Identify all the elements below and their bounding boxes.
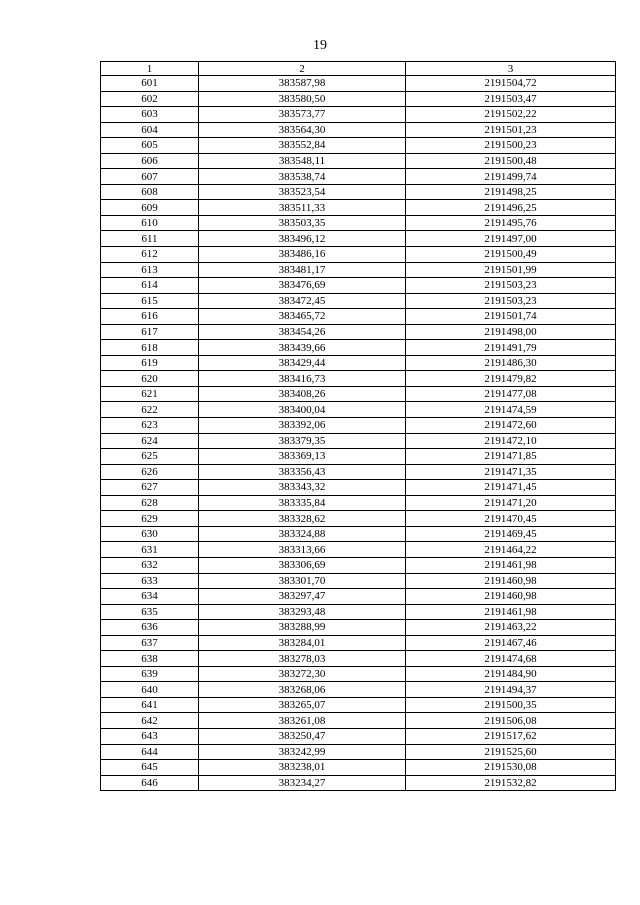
cell-y: 2191498,25: [406, 184, 616, 200]
cell-point: 624: [101, 433, 199, 449]
cell-point: 604: [101, 122, 199, 138]
table-row: [101, 169, 616, 185]
table-row: [101, 184, 616, 200]
cell-x: 383503,35: [199, 215, 406, 231]
table-row: [101, 278, 616, 294]
cell-x: 383335,84: [199, 495, 406, 511]
cell-y: 2191500,48: [406, 153, 616, 169]
table-row: [101, 215, 616, 231]
cell-x: 383454,26: [199, 324, 406, 340]
cell-y: 2191517,62: [406, 728, 616, 744]
cell-y: 2191502,22: [406, 107, 616, 123]
table-row: [101, 107, 616, 123]
cell-point: 632: [101, 557, 199, 573]
cell-y: 2191460,98: [406, 573, 616, 589]
cell-point: 645: [101, 760, 199, 776]
cell-x: 383293,48: [199, 604, 406, 620]
table-row: [101, 355, 616, 371]
cell-y: 2191469,45: [406, 526, 616, 542]
cell-x: 383324,88: [199, 526, 406, 542]
cell-x: 383429,44: [199, 355, 406, 371]
cell-x: 383301,70: [199, 573, 406, 589]
cell-point: 636: [101, 620, 199, 636]
cell-x: 383343,32: [199, 480, 406, 496]
cell-point: 631: [101, 542, 199, 558]
cell-point: 621: [101, 386, 199, 402]
cell-x: 383234,27: [199, 775, 406, 791]
cell-y: 2191501,23: [406, 122, 616, 138]
table-body: [101, 76, 616, 791]
table-row: [101, 418, 616, 434]
table-row: [101, 309, 616, 325]
cell-x: 383400,04: [199, 402, 406, 418]
cell-y: 2191491,79: [406, 340, 616, 356]
cell-x: 383268,06: [199, 682, 406, 698]
table-row: [101, 371, 616, 387]
cell-point: 622: [101, 402, 199, 418]
cell-x: 383238,01: [199, 760, 406, 776]
table-row: [101, 511, 616, 527]
table-row: [101, 635, 616, 651]
cell-point: 615: [101, 293, 199, 309]
table-row: [101, 775, 616, 791]
cell-y: 2191479,82: [406, 371, 616, 387]
cell-y: 2191474,68: [406, 651, 616, 667]
cell-x: 383408,26: [199, 386, 406, 402]
cell-y: 2191467,46: [406, 635, 616, 651]
cell-y: 2191501,99: [406, 262, 616, 278]
cell-point: 619: [101, 355, 199, 371]
cell-x: 383548,11: [199, 153, 406, 169]
table-row: [101, 744, 616, 760]
cell-x: 383284,01: [199, 635, 406, 651]
cell-x: 383465,72: [199, 309, 406, 325]
table-row: [101, 231, 616, 247]
cell-point: 630: [101, 526, 199, 542]
cell-point: 607: [101, 169, 199, 185]
cell-point: 616: [101, 309, 199, 325]
cell-x: 383272,30: [199, 666, 406, 682]
cell-y: 2191503,23: [406, 278, 616, 294]
cell-y: 2191472,10: [406, 433, 616, 449]
table-row: [101, 589, 616, 605]
table-row: [101, 728, 616, 744]
table-row: [101, 495, 616, 511]
cell-point: 614: [101, 278, 199, 294]
cell-point: 637: [101, 635, 199, 651]
cell-y: 2191530,08: [406, 760, 616, 776]
cell-point: 643: [101, 728, 199, 744]
cell-x: 383416,73: [199, 371, 406, 387]
cell-y: 2191503,23: [406, 293, 616, 309]
table-row: [101, 542, 616, 558]
cell-y: 2191503,47: [406, 91, 616, 107]
coordinates-table: [100, 61, 616, 791]
cell-x: 383439,66: [199, 340, 406, 356]
cell-point: 640: [101, 682, 199, 698]
cell-x: 383564,30: [199, 122, 406, 138]
cell-y: 2191463,22: [406, 620, 616, 636]
table-row: [101, 433, 616, 449]
cell-x: 383523,54: [199, 184, 406, 200]
cell-y: 2191471,45: [406, 480, 616, 496]
cell-x: 383587,98: [199, 76, 406, 92]
cell-y: 2191464,22: [406, 542, 616, 558]
cell-x: 383369,13: [199, 449, 406, 465]
cell-point: 605: [101, 138, 199, 154]
cell-point: 627: [101, 480, 199, 496]
cell-y: 2191494,37: [406, 682, 616, 698]
page-number: 19: [313, 38, 327, 53]
cell-point: 606: [101, 153, 199, 169]
table-row: [101, 620, 616, 636]
cell-x: 383242,99: [199, 744, 406, 760]
cell-y: 2191461,98: [406, 604, 616, 620]
column-header-y: 3: [406, 62, 616, 76]
cell-x: 383472,45: [199, 293, 406, 309]
cell-y: 2191525,60: [406, 744, 616, 760]
cell-point: 613: [101, 262, 199, 278]
cell-x: 383379,35: [199, 433, 406, 449]
cell-x: 383356,43: [199, 464, 406, 480]
cell-x: 383481,17: [199, 262, 406, 278]
table-row: [101, 651, 616, 667]
table-row: [101, 480, 616, 496]
table-row: [101, 573, 616, 589]
header-row: [101, 62, 616, 76]
cell-point: 618: [101, 340, 199, 356]
cell-x: 383573,77: [199, 107, 406, 123]
cell-point: 629: [101, 511, 199, 527]
cell-x: 383328,62: [199, 511, 406, 527]
cell-point: 611: [101, 231, 199, 247]
cell-point: 625: [101, 449, 199, 465]
cell-y: 2191460,98: [406, 589, 616, 605]
cell-point: 610: [101, 215, 199, 231]
cell-x: 383538,74: [199, 169, 406, 185]
cell-y: 2191471,35: [406, 464, 616, 480]
cell-point: 620: [101, 371, 199, 387]
cell-x: 383552,84: [199, 138, 406, 154]
table-row: [101, 138, 616, 154]
cell-point: 641: [101, 697, 199, 713]
column-header-point: 1: [101, 62, 199, 76]
table-row: [101, 604, 616, 620]
cell-y: 2191471,85: [406, 449, 616, 465]
table-row: [101, 464, 616, 480]
table-row: [101, 557, 616, 573]
table-row: [101, 760, 616, 776]
table-header: [101, 62, 616, 76]
cell-y: 2191497,00: [406, 231, 616, 247]
cell-y: 2191495,76: [406, 215, 616, 231]
cell-y: 2191500,23: [406, 138, 616, 154]
cell-x: 383265,07: [199, 697, 406, 713]
cell-x: 383580,50: [199, 91, 406, 107]
cell-x: 383476,69: [199, 278, 406, 294]
table-row: [101, 526, 616, 542]
table-row: [101, 324, 616, 340]
cell-x: 383297,47: [199, 589, 406, 605]
cell-x: 383306,69: [199, 557, 406, 573]
cell-point: 638: [101, 651, 199, 667]
table-row: [101, 666, 616, 682]
cell-x: 383261,08: [199, 713, 406, 729]
cell-point: 644: [101, 744, 199, 760]
cell-x: 383511,33: [199, 200, 406, 216]
table-row: [101, 449, 616, 465]
cell-y: 2191504,72: [406, 76, 616, 92]
cell-y: 2191471,20: [406, 495, 616, 511]
table-row: [101, 682, 616, 698]
cell-point: 601: [101, 76, 199, 92]
cell-y: 2191472,60: [406, 418, 616, 434]
cell-point: 628: [101, 495, 199, 511]
cell-x: 383288,99: [199, 620, 406, 636]
cell-y: 2191532,82: [406, 775, 616, 791]
cell-point: 608: [101, 184, 199, 200]
cell-point: 635: [101, 604, 199, 620]
cell-x: 383250,47: [199, 728, 406, 744]
cell-point: 617: [101, 324, 199, 340]
table-row: [101, 402, 616, 418]
cell-x: 383486,16: [199, 247, 406, 263]
table-row: [101, 386, 616, 402]
cell-y: 2191486,30: [406, 355, 616, 371]
table-row: [101, 91, 616, 107]
cell-point: 602: [101, 91, 199, 107]
cell-y: 2191484,90: [406, 666, 616, 682]
column-header-x: 2: [199, 62, 406, 76]
cell-y: 2191461,98: [406, 557, 616, 573]
cell-y: 2191474,59: [406, 402, 616, 418]
table-row: [101, 153, 616, 169]
table-row: [101, 247, 616, 263]
cell-x: 383278,03: [199, 651, 406, 667]
cell-y: 2191477,08: [406, 386, 616, 402]
cell-point: 639: [101, 666, 199, 682]
cell-y: 2191470,45: [406, 511, 616, 527]
table-row: [101, 340, 616, 356]
cell-x: 383313,66: [199, 542, 406, 558]
cell-x: 383392,06: [199, 418, 406, 434]
cell-point: 626: [101, 464, 199, 480]
table-row: [101, 293, 616, 309]
cell-point: 623: [101, 418, 199, 434]
cell-point: 633: [101, 573, 199, 589]
cell-point: 642: [101, 713, 199, 729]
cell-y: 2191498,00: [406, 324, 616, 340]
cell-y: 2191500,49: [406, 247, 616, 263]
cell-point: 634: [101, 589, 199, 605]
table-row: [101, 76, 616, 92]
table-row: [101, 262, 616, 278]
cell-point: 609: [101, 200, 199, 216]
cell-y: 2191496,25: [406, 200, 616, 216]
cell-point: 612: [101, 247, 199, 263]
cell-x: 383496,12: [199, 231, 406, 247]
table-row: [101, 697, 616, 713]
cell-y: 2191506,08: [406, 713, 616, 729]
cell-y: 2191500,35: [406, 697, 616, 713]
cell-point: 603: [101, 107, 199, 123]
table-row: [101, 122, 616, 138]
cell-y: 2191499,74: [406, 169, 616, 185]
table-row: [101, 713, 616, 729]
cell-y: 2191501,74: [406, 309, 616, 325]
table-row: [101, 200, 616, 216]
cell-point: 646: [101, 775, 199, 791]
